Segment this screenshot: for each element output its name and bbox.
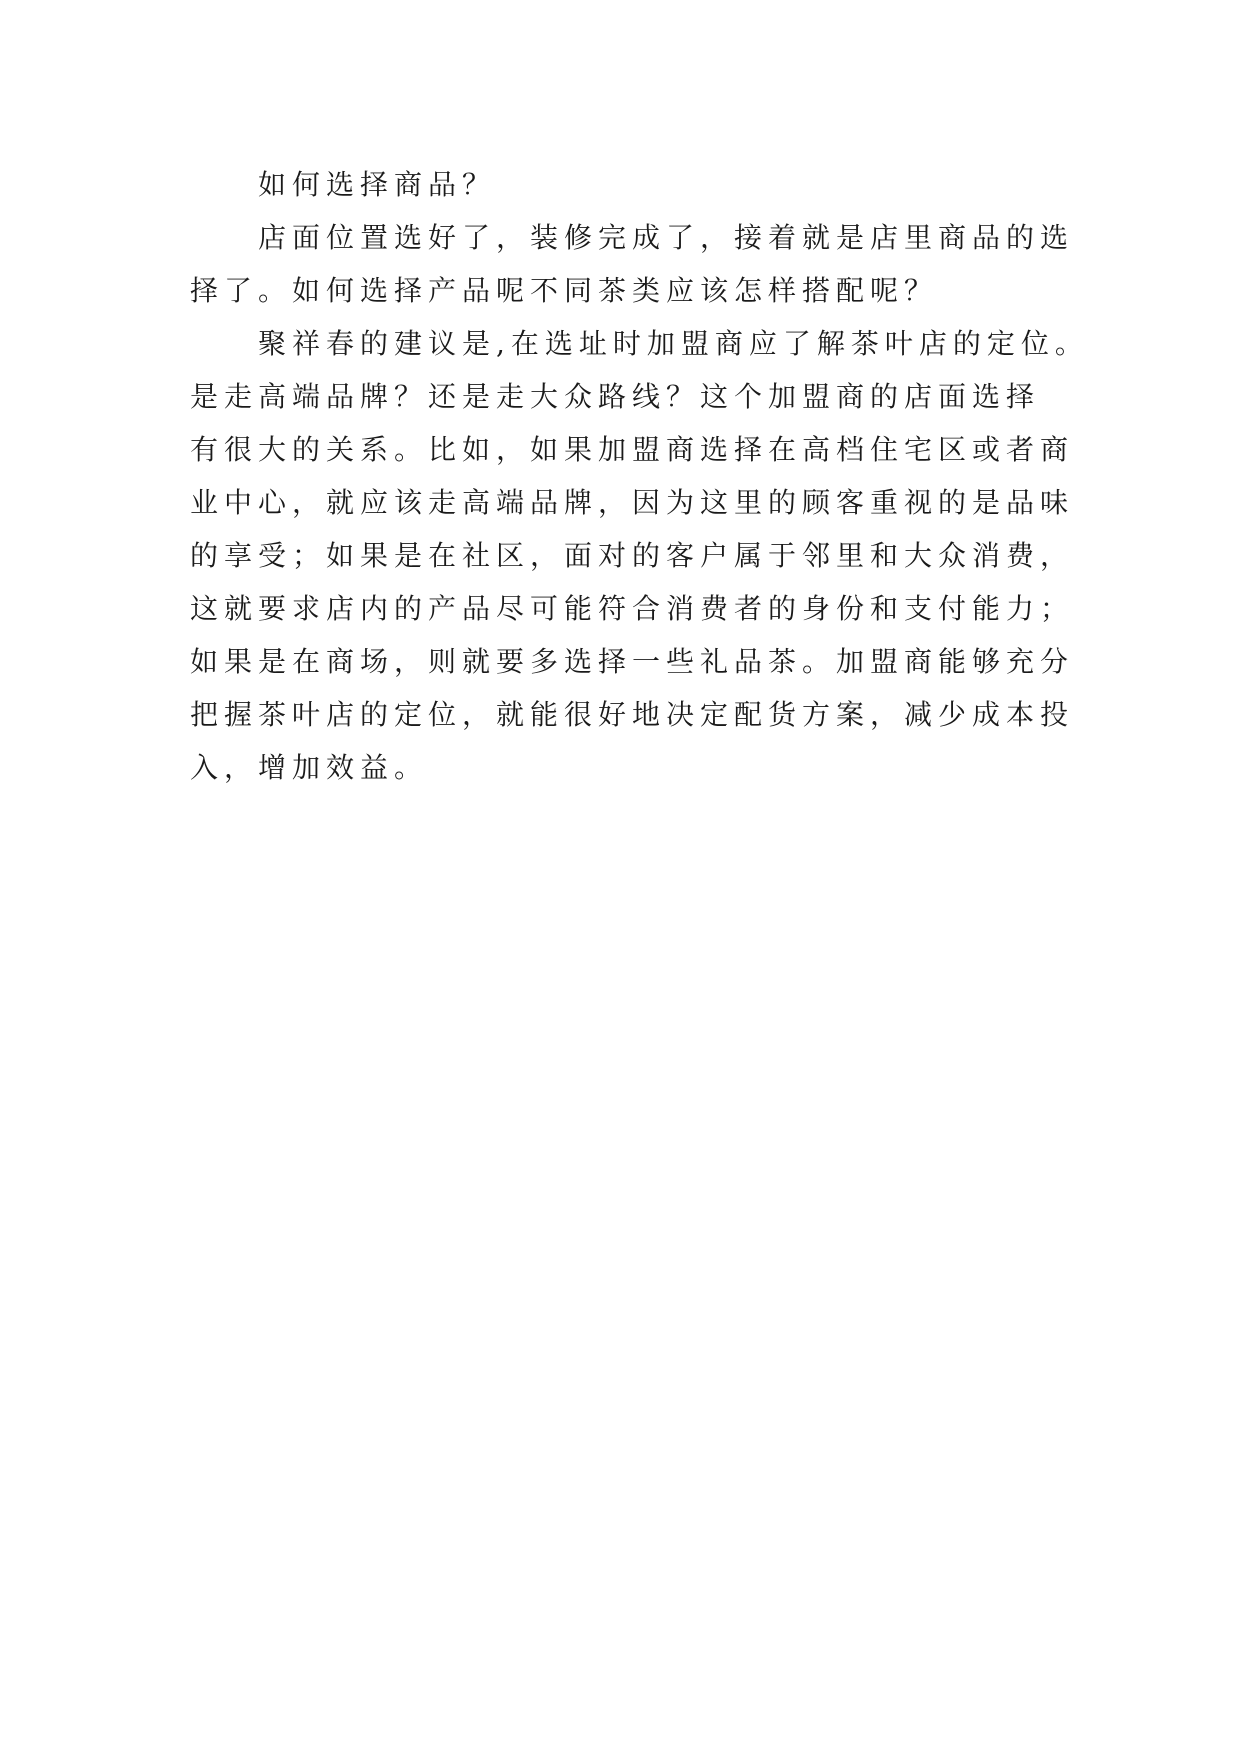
paragraph-2 bbox=[190, 317, 1089, 794]
paragraph-line: 业中心，就应该走高端品牌，因为这里的顾客重视的是品味 bbox=[190, 486, 1075, 519]
paragraph-1 bbox=[190, 211, 1075, 317]
paragraph-line: 的享受；如果是在社区，面对的客户属于邻里和大众消费， bbox=[190, 539, 1075, 572]
paragraph-line: 有很大的关系。比如，如果加盟商选择在高档住宅区或者商 bbox=[190, 433, 1075, 466]
section-heading bbox=[190, 158, 1050, 211]
paragraph-line: 这就要求店内的产品尽可能符合消费者的身份和支付能力； bbox=[190, 592, 1075, 625]
document-body bbox=[190, 158, 1089, 794]
paragraph-line: 如果是在商场，则就要多选择一些礼品茶。加盟商能够充分 bbox=[190, 645, 1075, 678]
paragraph-line: 是走高端品牌？还是走大众路线？这个加盟商的店面选择 bbox=[190, 380, 1041, 413]
paragraph-line: 聚祥春的建议是,在选址时加盟商应了解茶叶店的定位。 bbox=[258, 327, 1089, 360]
paragraph-line: 择了。如何选择产品呢不同茶类应该怎样搭配呢？ bbox=[190, 274, 939, 307]
paragraph-line: 入，增加效益。 bbox=[190, 751, 429, 784]
heading-text: 如何选择商品？ bbox=[258, 168, 497, 201]
paragraph-line: 店面位置选好了，装修完成了，接着就是店里商品的选 bbox=[258, 221, 1075, 254]
paragraph-line: 把握茶叶店的定位，就能很好地决定配货方案，减少成本投 bbox=[190, 698, 1075, 731]
